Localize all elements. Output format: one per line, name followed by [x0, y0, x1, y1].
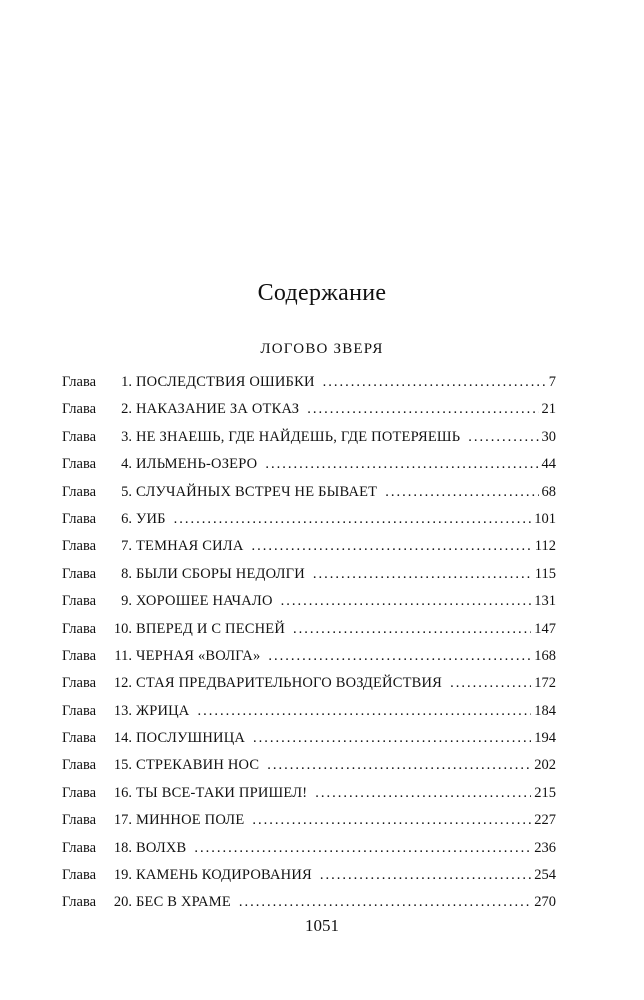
chapter-page: 44: [541, 456, 556, 473]
chapter-label: Глава: [62, 374, 97, 390]
dot-leader: [197, 703, 531, 720]
chapter-title: ТЕМНАЯ СИЛА: [136, 538, 244, 555]
chapter-title: ЧЕРНАЯ «ВОЛГА»: [136, 647, 261, 664]
chapter-label: Глава: [62, 867, 97, 884]
toc-entry[interactable]: [62, 429, 556, 456]
chapter-number: 4.: [121, 456, 132, 473]
chapter-number: 20.: [113, 894, 132, 911]
chapter-number: 14.: [113, 730, 132, 747]
toc-entry[interactable]: [62, 867, 556, 894]
chapter-label: Глава: [62, 757, 97, 774]
chapter-page: 168: [534, 647, 556, 664]
dot-leader: [307, 401, 538, 418]
dot-leader: [315, 785, 531, 802]
toc-entry[interactable]: [62, 456, 556, 483]
chapter-title: ПОСЛЕДСТВИЯ ОШИБКИ: [136, 374, 315, 390]
chapter-page: 202: [534, 757, 556, 774]
chapter-title: КАМЕНЬ КОДИРОВАНИЯ: [136, 867, 312, 884]
chapter-label: Глава: [62, 565, 97, 582]
table-of-contents: [62, 374, 556, 922]
dot-leader: [194, 840, 531, 857]
chapter-title: ВПЕРЕД И С ПЕСНЕЙ: [136, 620, 286, 637]
toc-entry[interactable]: [62, 538, 556, 565]
chapter-title: ТЫ ВСЕ-ТАКИ ПРИШЕЛ!: [136, 784, 308, 801]
chapter-page: 254: [534, 867, 556, 884]
chapter-label: Глава: [62, 401, 97, 418]
dot-leader: [450, 675, 531, 692]
toc-entry[interactable]: [62, 621, 556, 648]
chapter-number: 11.: [114, 647, 132, 664]
chapter-page: 115: [534, 565, 556, 582]
toc-entry[interactable]: [62, 785, 556, 812]
page-number: 1051: [305, 916, 339, 935]
toc-entry[interactable]: [62, 757, 556, 784]
chapter-number: 19.: [113, 867, 132, 884]
chapter-label: Глава: [62, 428, 97, 445]
chapter-number: 1.: [121, 374, 132, 390]
dot-leader: [320, 867, 531, 884]
chapter-number: 12.: [113, 675, 132, 692]
chapter-title: ИЛЬМЕНЬ-ОЗЕРО: [136, 456, 258, 473]
dot-leader: [239, 894, 531, 911]
chapter-title: УИБ: [136, 510, 166, 527]
chapter-title: МИННОЕ ПОЛЕ: [136, 812, 245, 829]
dot-leader: [267, 757, 531, 774]
chapter-label: Глава: [62, 812, 97, 829]
chapter-label: Глава: [62, 784, 97, 801]
chapter-page: 101: [534, 510, 556, 527]
toc-entry[interactable]: [62, 675, 556, 702]
chapter-page: 7: [548, 374, 556, 390]
dot-leader: [468, 429, 538, 446]
chapter-page: 215: [534, 784, 556, 801]
chapter-label: Глава: [62, 894, 97, 911]
toc-entry[interactable]: [62, 730, 556, 757]
chapter-page: 227: [534, 812, 556, 829]
chapter-title: СТРЕКАВИН НОС: [136, 757, 260, 774]
chapter-title: СТАЯ ПРЕДВАРИТЕЛЬНОГО ВОЗДЕЙСТВИЯ: [136, 675, 443, 692]
chapter-number: 5.: [121, 483, 132, 500]
dot-leader: [265, 456, 538, 473]
chapter-label: Глава: [62, 510, 97, 527]
chapter-label: Глава: [62, 593, 97, 610]
toc-entry[interactable]: [62, 812, 556, 839]
dot-leader: [252, 538, 532, 555]
chapter-number: 15.: [113, 757, 132, 774]
chapter-label: Глава: [62, 730, 97, 747]
toc-entry[interactable]: [62, 374, 556, 401]
chapter-page: 194: [534, 730, 556, 747]
dot-leader: [293, 621, 531, 638]
chapter-number: 9.: [121, 593, 132, 610]
dot-leader: [253, 730, 531, 747]
chapter-label: Глава: [62, 839, 97, 856]
chapter-page: 30: [541, 428, 556, 445]
chapter-page: 236: [534, 839, 556, 856]
page-title: Содержание: [257, 280, 387, 306]
dot-leader: [385, 484, 538, 501]
section-title: ЛОГОВО ЗВЕРЯ: [260, 341, 384, 357]
chapter-page: 172: [534, 675, 556, 692]
chapter-number: 3.: [121, 428, 132, 445]
dot-leader: [313, 566, 532, 583]
chapter-page: 131: [534, 593, 556, 610]
chapter-number: 13.: [113, 702, 132, 719]
chapter-page: 270: [534, 894, 556, 911]
chapter-label: Глава: [62, 483, 97, 500]
chapter-number: 6.: [121, 510, 132, 527]
dot-leader: [268, 648, 531, 665]
dot-leader: [281, 593, 532, 610]
chapter-page: 68: [541, 483, 556, 500]
chapter-label: Глава: [62, 675, 97, 692]
chapter-label: Глава: [62, 620, 97, 637]
chapter-title: ХОРОШЕЕ НАЧАЛО: [136, 593, 273, 610]
toc-entry[interactable]: [62, 703, 556, 730]
chapter-number: 10.: [113, 620, 132, 637]
chapter-number: 8.: [121, 565, 132, 582]
chapter-number: 18.: [113, 839, 132, 856]
chapter-page: 21: [541, 401, 556, 418]
toc-entry[interactable]: [62, 566, 556, 593]
toc-entry[interactable]: [62, 593, 556, 620]
chapter-number: 7.: [121, 538, 132, 555]
chapter-label: Глава: [62, 702, 97, 719]
chapter-title: БЕС В ХРАМЕ: [136, 894, 231, 911]
chapter-title: БЫЛИ СБОРЫ НЕДОЛГИ: [136, 565, 305, 582]
chapter-page: 184: [534, 702, 556, 719]
toc-entry[interactable]: [62, 401, 556, 428]
toc-entry[interactable]: [62, 484, 556, 511]
chapter-title: ПОСЛУШНИЦА: [136, 730, 246, 747]
dot-leader: [323, 374, 546, 391]
chapter-title: НАКАЗАНИЕ ЗА ОТКАЗ: [136, 401, 300, 418]
chapter-title: ВОЛХВ: [136, 839, 187, 856]
chapter-label: Глава: [62, 456, 97, 473]
chapter-number: 16.: [113, 784, 132, 801]
chapter-label: Глава: [62, 647, 97, 664]
toc-entry[interactable]: [62, 648, 556, 675]
chapter-page: 112: [534, 538, 556, 555]
chapter-page: 147: [534, 620, 556, 637]
dot-leader: [174, 511, 532, 528]
dot-leader: [252, 812, 531, 829]
chapter-label: Глава: [62, 538, 97, 555]
chapter-title: НЕ ЗНАЕШЬ, ГДЕ НАЙДЕШЬ, ГДЕ ПОТЕРЯЕШЬ: [136, 428, 461, 445]
chapter-number: 17.: [113, 812, 132, 829]
toc-entry[interactable]: [62, 840, 556, 867]
chapter-title: СЛУЧАЙНЫХ ВСТРЕЧ НЕ БЫВАЕТ: [136, 483, 378, 500]
toc-entry[interactable]: [62, 511, 556, 538]
chapter-title: ЖРИЦА: [136, 702, 190, 719]
chapter-number: 2.: [121, 401, 132, 418]
